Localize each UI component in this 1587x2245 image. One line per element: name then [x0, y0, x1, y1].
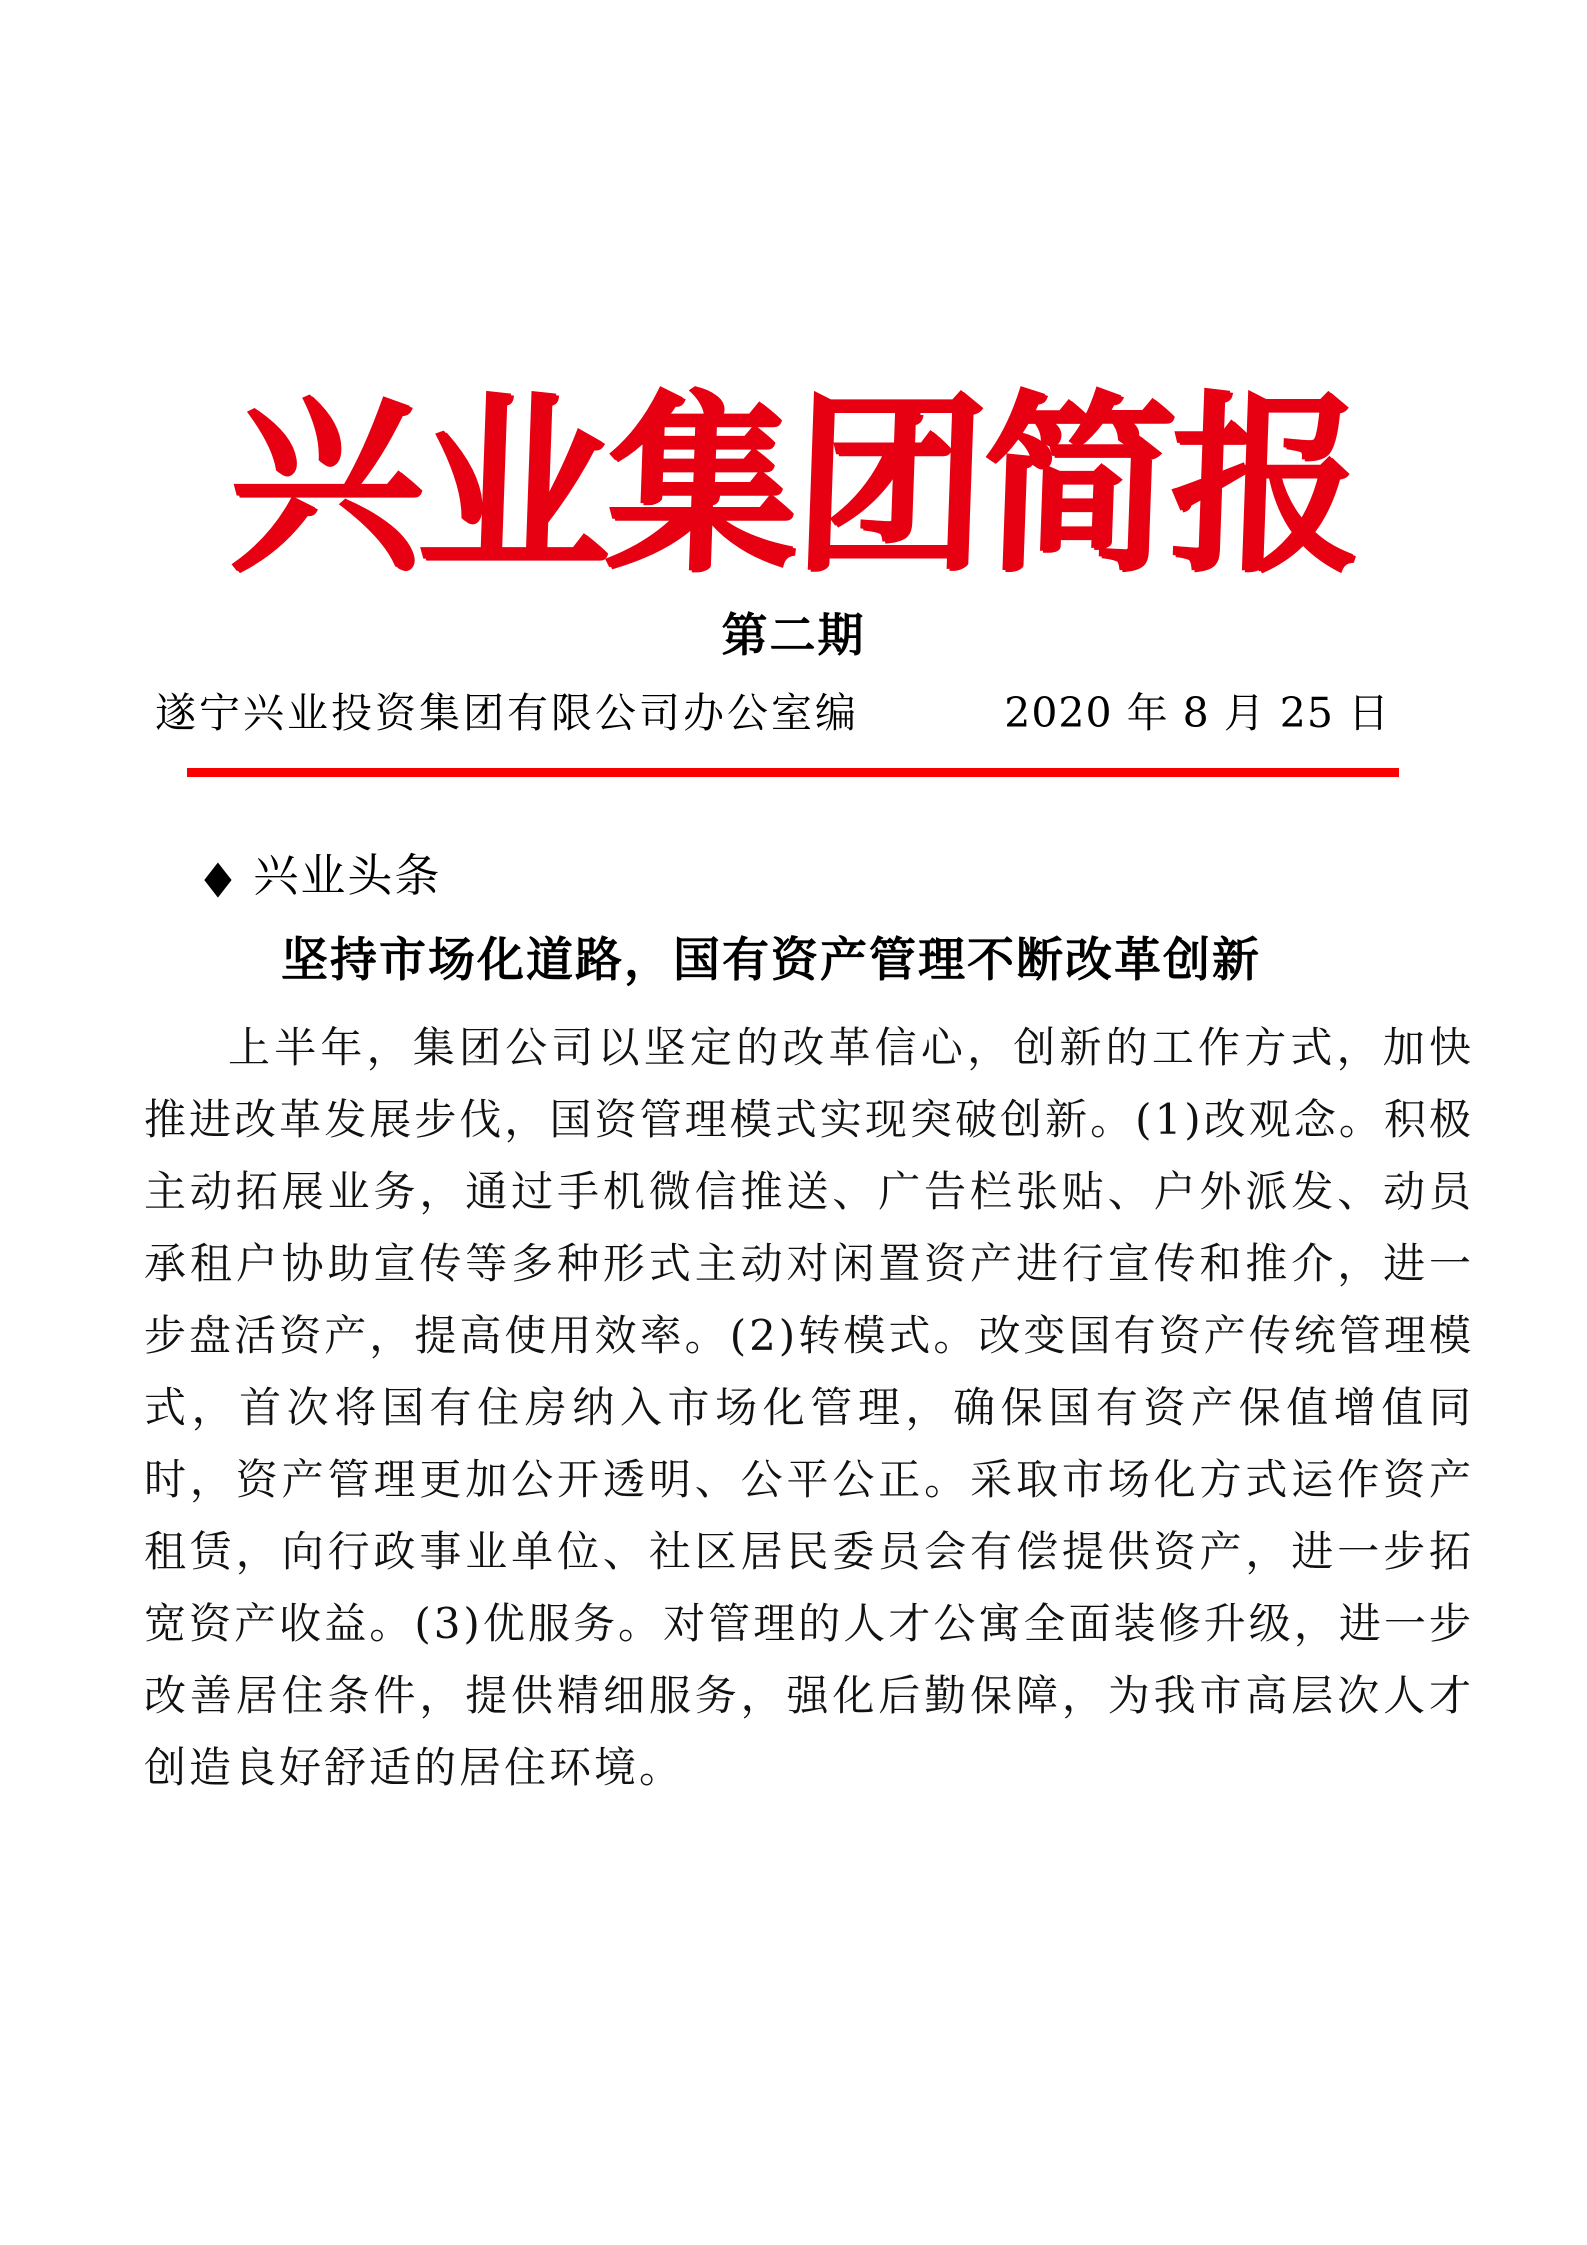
- article-body: 上半年，集团公司以坚定的改革信心，创新的工作方式，加快推进改革发展步伐，国资管理模式实现突破创新。(1)改观念。积极主动拓展业务，通过手机微信推送、广告栏张贴、户外派发、动员承租户协助宣传等多种形式主动对闲置资产进行宣传和推介，进一步盘活资产，提高使用效率。(2)转模式。改变国有资产传统管理模式，首次将国有住房纳入市场化管理，确保国有资产保值增值同时，资产管理更加公开透明、公平公正。采取市场化方式运作资产租赁，向行政事业单位、社区居民委员会有偿提供资产，进一步拓宽资产收益。(3)优服务。对管理的人才公寓全面装修升级，进一步改善居住条件，提供精细服务，强化后勤保障，为我市高层次人才创造良好舒适的居住环境。: [144, 1023, 1474, 1792]
- masthead-title: 兴业集团简报: [225, 375, 1362, 598]
- section-header: [200, 846, 441, 906]
- issue-label: 第二期: [721, 608, 866, 662]
- meta-row: [155, 682, 1390, 744]
- article-headline: 坚持市场化道路，国有资产管理不断改革创新: [281, 933, 1261, 988]
- issue-date: 2020 年 8 月 25 日: [1004, 689, 1390, 737]
- red-divider-rule: [187, 768, 1399, 777]
- publisher-line: 遂宁兴业投资集团有限公司办公室编: [155, 689, 859, 737]
- diamond-bullet-icon: ◆: [204, 849, 234, 903]
- section-title: 兴业头条: [253, 849, 442, 902]
